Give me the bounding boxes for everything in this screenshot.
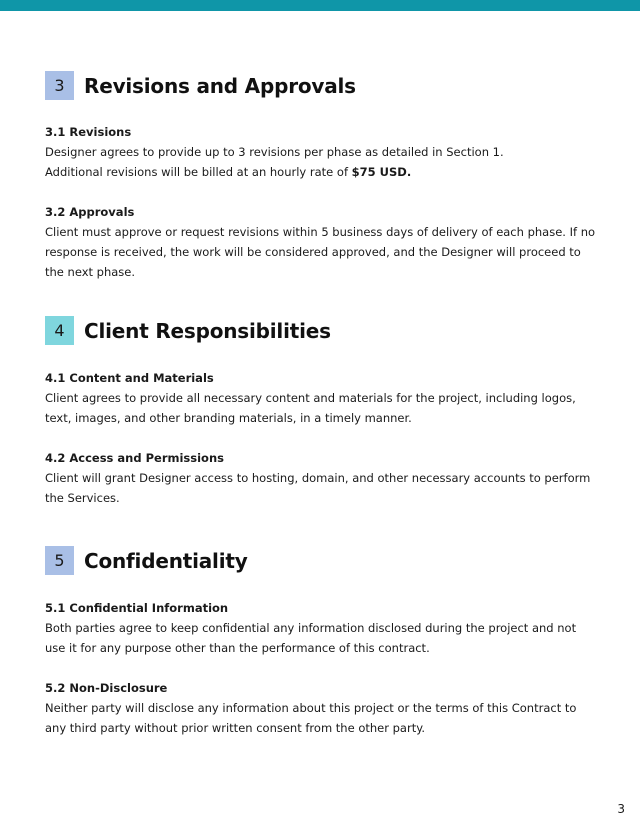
section-number-badge: 5: [45, 546, 74, 575]
subsection-heading: 3.1 Revisions: [45, 125, 132, 139]
content-materials-paragraph: Client agrees to provide all necessary content and materials for the project, including logos, text, images, and other branding materials, in a timely manner.: [45, 391, 576, 425]
top-accent-bar: [0, 0, 640, 11]
subsection-heading: 4.2 Access and Permissions: [45, 451, 224, 465]
section-number-badge: 4: [45, 316, 74, 345]
subsection-heading: 5.1 Confidential Information: [45, 601, 229, 615]
section-5-header: [45, 546, 248, 575]
section-title: Confidentiality: [84, 548, 248, 573]
confidential-info-paragraph: Both parties agree to keep confidential any information disclosed during the project and not use it for any purpose other than the performance of this contract.: [45, 621, 577, 655]
page-number: 3: [617, 802, 625, 816]
subsection-heading: 4.1 Content and Materials: [45, 371, 214, 385]
rate-emphasis: $75 USD.: [351, 165, 412, 179]
section-number-badge: 3: [45, 71, 74, 100]
revisions-paragraph: Designer agrees to provide up to 3 revisions per phase as detailed in Section 1. Additional revisions will be billed at an hourly rate of $75 USD.: [45, 145, 504, 179]
section-title: Client Responsibilities: [84, 318, 331, 343]
access-permissions-paragraph: Client will grant Designer access to hosting, domain, and other necessary accounts to perform the Services.: [45, 471, 591, 505]
section-3-header: [45, 71, 356, 100]
non-disclosure-paragraph: Neither party will disclose any information about this project or the terms of this Contract to any third party without prior written consent from the other party.: [45, 701, 577, 735]
subsection-heading: 5.2 Non-Disclosure: [45, 681, 168, 695]
section-title: Revisions and Approvals: [84, 73, 356, 98]
subsection-heading: 3.2 Approvals: [45, 205, 135, 219]
approvals-paragraph: Client must approve or request revisions within 5 business days of delivery of each phase. If no response is received, the work will be considered approved, and the Designer will proceed to the next phase.: [45, 225, 596, 279]
section-4-header: [45, 316, 331, 345]
